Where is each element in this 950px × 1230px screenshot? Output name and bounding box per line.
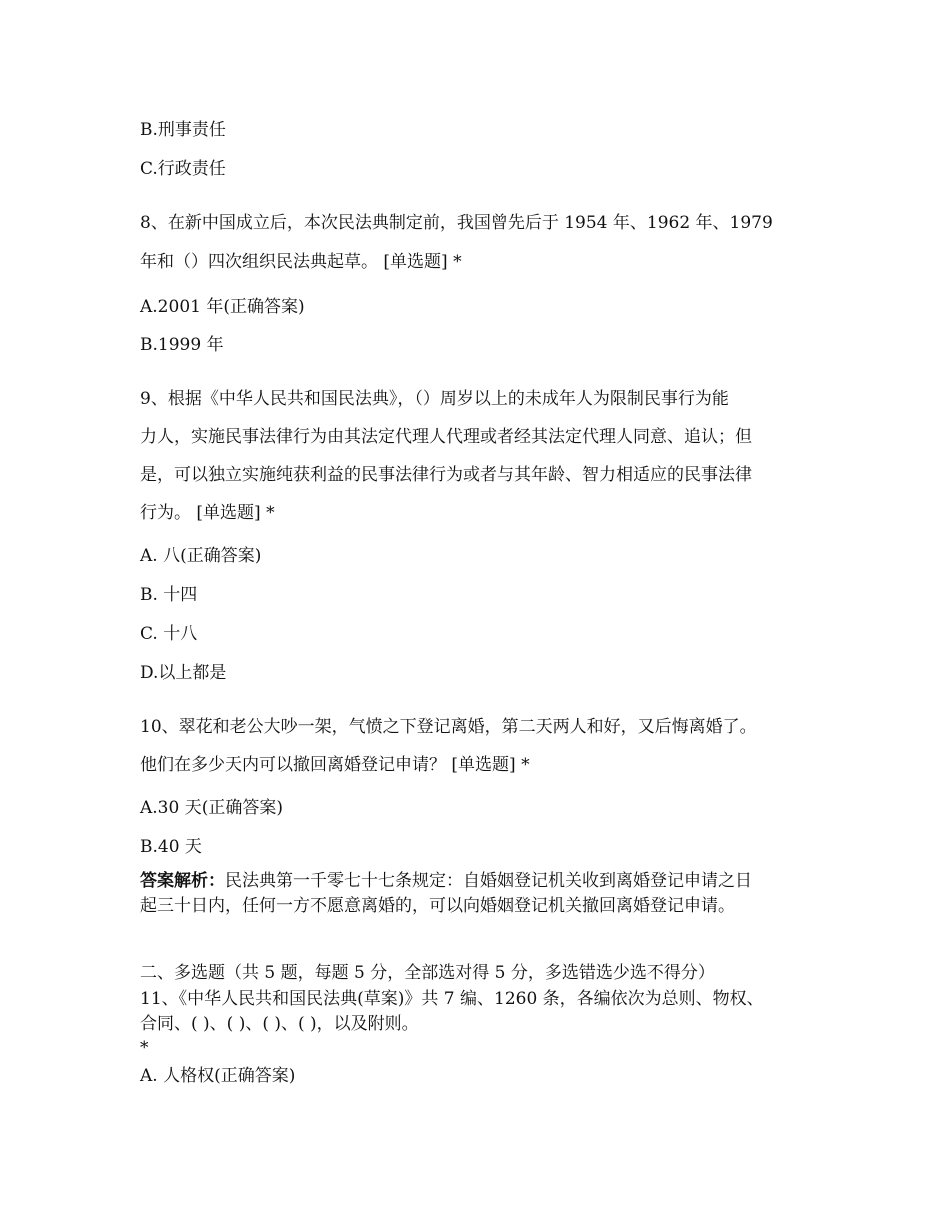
q10-option-b: B.40 天 xyxy=(140,837,202,857)
q11-stem-line-1: 11、《中华人民共和国民法典(草案)》共 7 编、1260 条，各编依次为总则、物权、 xyxy=(140,989,764,1009)
q11-option-a: A. 人格权(正确答案) xyxy=(140,1066,296,1086)
q9-stem-line-3: 是，可以独立实施纯获利益的民事法律行为或者与其年龄、智力相适应的民事法律 xyxy=(140,465,752,485)
q10-analysis-line-1 xyxy=(140,869,752,893)
q7-option-c: C.行政责任 xyxy=(140,159,226,179)
q10-analysis-line-2: 起三十日内，任何一方不愿意离婚的，可以向婚姻登记机关撤回离婚登记申请。 xyxy=(140,896,735,916)
q9-option-a: A. 八(正确答案) xyxy=(140,546,262,566)
q10-stem-line-2: 他们在多少天内可以撤回离婚登记申请？ [单选题] * xyxy=(140,755,530,775)
q11-stem-line-2: 合同、( )、( )、( )、( )，以及附则。 xyxy=(140,1014,419,1034)
analysis-text: 民法典第一千零七十七条规定：自婚姻登记机关收到离婚登记申请之日 xyxy=(225,871,752,891)
q9-stem-line-4: 行为。 [单选题] * xyxy=(140,503,275,523)
q8-stem-line-1: 8、在新中国成立后，本次民法典制定前，我国曾先后于 1954 年、1962 年、1979 xyxy=(140,213,773,233)
section-2-heading: 二、多选题（共 5 题，每题 5 分，全部选对得 5 分，多选错选少选不得分） xyxy=(140,963,715,983)
q8-option-b: B.1999 年 xyxy=(140,335,224,355)
q7-option-b: B.刑事责任 xyxy=(140,120,226,140)
q9-option-d: D.以上都是 xyxy=(140,663,227,683)
analysis-label: 答案解析： xyxy=(140,871,225,891)
q10-option-a: A.30 天(正确答案) xyxy=(140,798,283,818)
q9-option-b: B. 十四 xyxy=(140,585,198,605)
q8-stem-line-2: 年和（）四次组织民法典起草。 [单选题] * xyxy=(140,252,462,272)
q9-stem-line-2: 力人，实施民事法律行为由其法定代理人代理或者经其法定代理人同意、追认；但 xyxy=(140,427,752,447)
q8-option-a: A.2001 年(正确答案) xyxy=(140,297,305,317)
q9-option-c: C. 十八 xyxy=(140,624,198,644)
q11-required-mark: * xyxy=(140,1038,149,1058)
q9-stem-line-1: 9、根据《中华人民共和国民法典》，（）周岁以上的未成年人为限制民事行为能 xyxy=(140,389,729,409)
q10-stem-line-1: 10、翠花和老公大吵一架，气愤之下登记离婚，第二天两人和好，又后悔离婚了。 xyxy=(140,717,757,737)
